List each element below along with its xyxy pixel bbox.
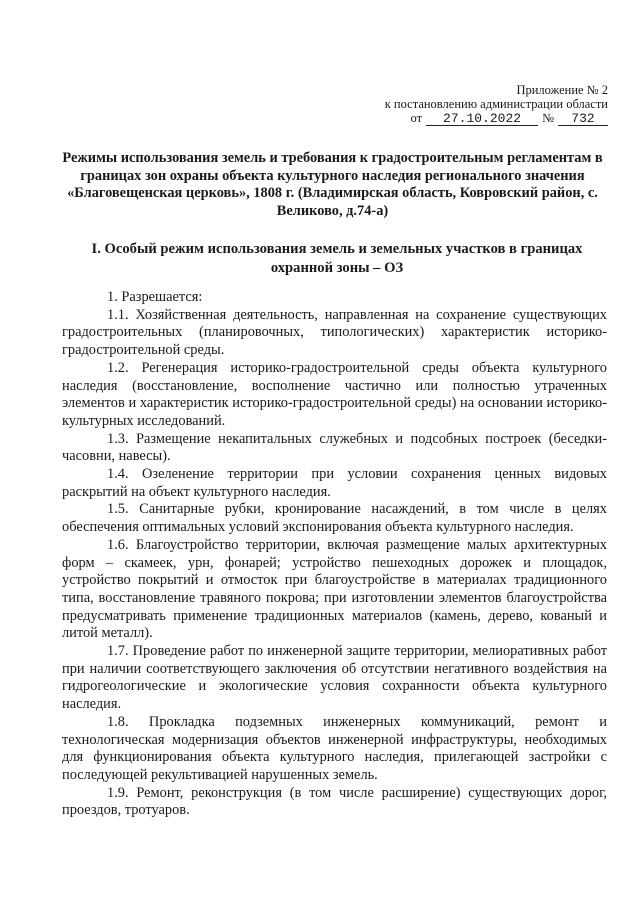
paragraph-1: 1. Разрешается: xyxy=(107,289,203,305)
resolution-number: 732 xyxy=(558,112,608,126)
number-prefix: № xyxy=(542,111,554,125)
appendix-header xyxy=(385,83,608,126)
appendix-number: Приложение № 2 xyxy=(516,83,608,97)
date-number-line xyxy=(385,111,608,126)
paragraph-1-3: 1.3. Размещение некапитальных служебных и подсобных построек (беседки-часовни, навесы). xyxy=(62,430,607,465)
paragraph-1-4: 1.4. Озеленение территории при условии сохранения ценных видовых раскрытий на объект культурного наследия. xyxy=(62,466,607,500)
paragraph-1-8: 1.8. Прокладка подземных инженерных коммуникаций, ремонт и технологическая модернизация объектов инженерной инфраструктуры, необходимых для функционирования объекта культурного наследия, прилегающей застройки с последующей рекультивацией нарушенных земель. xyxy=(62,713,607,783)
paragraph-1-6: 1.6. Благоустройство территории, включая размещение малых архитектурных форм – скамеек, урн, фонарей; устройство пешеходных дорожек и площадок, устройство покрытий и отмосток при благоустройстве в материалах традиционного типа, восстановление травяного покрова; при изготовлении элементов благоустройства предусматривать применение традиционных материалов (камень, дерево, кованый и литой металл). xyxy=(62,536,607,642)
section-title: I. Особый режим использования земель и земельных участков в границах охранной зоны – ОЗ xyxy=(91,241,583,276)
document-body xyxy=(62,289,607,820)
paragraph-1-1: 1.1. Хозяйственная деятельность, направленная на сохранение существующих градостроительных (планировочных, типологических) характеристик историко-градостроительной среды. xyxy=(62,306,607,359)
paragraph-1-9: 1.9. Ремонт, реконструкция (в том числе расширение) существующих дорог, проездов, тротуаров. xyxy=(62,784,607,819)
paragraph-1-2: 1.2. Регенерация историко-градостроительной среды объекта культурного наследия (восстановление, восполнение частично или полностью утраченных элементов и характеристик историко-градостроительной среды) на основании историко-культурных исследований. xyxy=(62,359,607,429)
resolution-reference: к постановлению администрации области xyxy=(384,97,608,111)
document-title: Режимы использования земель и требования к градостроительным регламентам в границах зон охраны объекта культурного наследия регионального значения «Благовещенская церковь», 1808 г. (Владимирская область, Ковровский район, с. Великово, д.74-а) xyxy=(62,150,603,219)
date-prefix: от xyxy=(410,111,423,125)
paragraph-1-7: 1.7. Проведение работ по инженерной защите территории, мелиоративных работ при наличии соответствующего заключения об отсутствии негативного воздействия на гидрогеологические и экологические условия сохранности объекта культурного наследия. xyxy=(62,643,607,713)
resolution-date: 27.10.2022 xyxy=(426,112,538,126)
paragraph-1-5: 1.5. Санитарные рубки, кронирование насаждений, в том числе в целях обеспечения оптимальных условий экспонирования объекта культурного наследия. xyxy=(62,501,607,536)
